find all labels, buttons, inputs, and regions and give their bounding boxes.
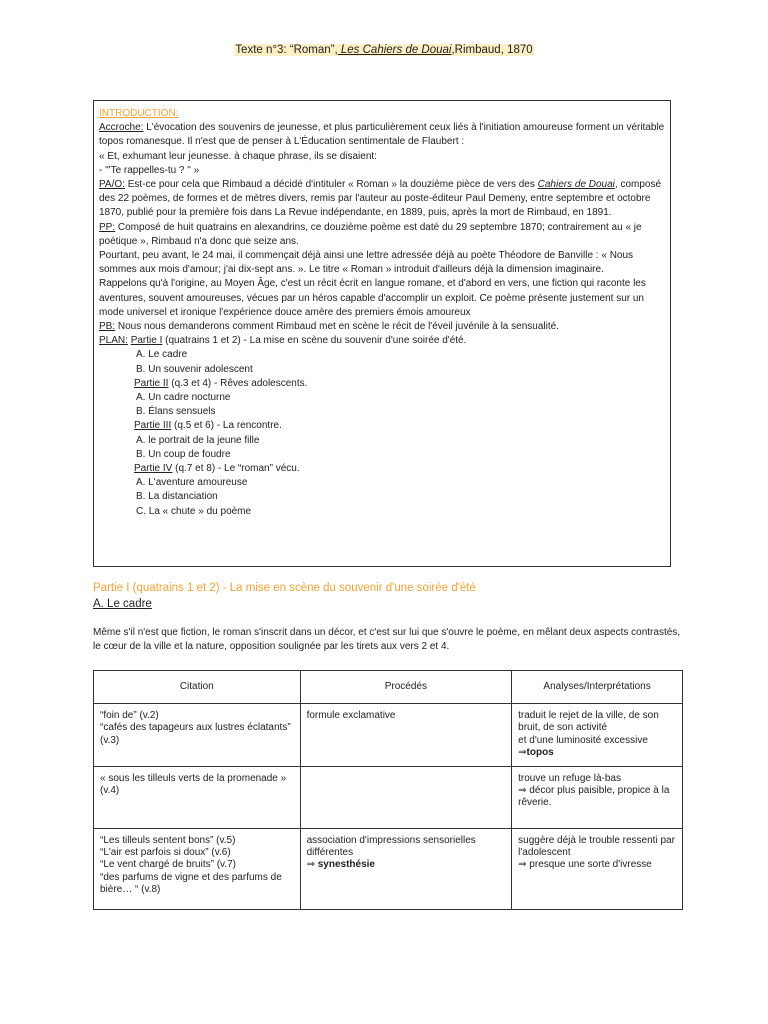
rappelons-paragraph: Rappelons qu'à l'origine, au Moyen Âge, c'est un récit écrit en langue romane, et d'abord en vers, une fiction qui raconte les aventures, souvent amoureuses, vécues par un héros capable d'accomplir un exploit. Ce poème présente justement sur un mode universel et ironique l'expérience douce amère des premiers émois amoureux — [99, 278, 646, 318]
plan-item: A. le portrait de la jeune fille — [136, 434, 260, 446]
part-label: Partie II — [134, 377, 169, 389]
plan-item: B. Un souvenir adolescent — [136, 363, 253, 375]
analyse-cell: trouve un refuge là-bas ⇒ décor plus paisible, propice à la rêverie. — [512, 766, 683, 828]
table-row — [94, 828, 683, 909]
part-label: Partie III — [134, 420, 172, 432]
table-row — [94, 766, 683, 828]
accroche-paragraph: Accroche: L'évocation des souvenirs de jeunesse, et plus particulièrement ceux liés à l'initiation amoureuse forment un véritable topos romanesque. Il n'est que de penser à L'Éducation sentimentale de Flaubert : — [99, 122, 665, 148]
quote-line-2: - "'Te rappelles-tu ? " » — [99, 164, 200, 176]
pp-label: PP: — [99, 221, 116, 233]
citation-cell: « sous les tilleuls verts de la promenade » (v.4) — [94, 766, 301, 828]
plan-part-3: Partie III (q.5 et 6) - La rencontre. — [134, 420, 282, 432]
plan-item: B. Élans sensuels — [136, 406, 216, 418]
section-paragraph: Même s'il n'est que fiction, le roman s'inscrit dans un décor, et c'est sur lui que s'ouvre le poème, en mêlant deux aspects contrastés, le cœur de la ville et la nature, opposition soulignée par les tirets aux vers 2 et 4. — [93, 627, 681, 652]
table-row — [94, 704, 683, 767]
part-label: Partie I — [130, 335, 163, 347]
analyse-cell: suggère déjà le trouble ressenti par l'adolescent ⇒ presque une sorte d'ivresse — [512, 828, 683, 909]
plan-item: A. Un cadre nocturne — [136, 392, 231, 404]
table-header-row — [94, 671, 683, 704]
title-work: Les Cahiers de Douai — [337, 44, 452, 56]
arrow-icon: ⇒ — [518, 747, 527, 759]
header-procedes: Procédés — [300, 671, 512, 704]
section-title: Partie I (quatrains 1 et 2) - La mise en scène du souvenir d'une soirée d'été — [93, 582, 476, 594]
part-label: Partie IV — [134, 463, 173, 475]
header-analyses: Analyses/Interprétations — [512, 671, 683, 704]
section-subtitle: A. Le cadre — [93, 598, 152, 610]
arrow-icon: ⇒ — [306, 859, 318, 871]
pp-paragraph: PP: Composé de huit quatrains en alexandrins, ce douzième poème est daté du 29 septembre 1870; contrairement au « je poétique », Rimbaud n'a donc que seize ans. — [99, 221, 642, 247]
introduction-box — [93, 100, 671, 567]
plan-item: B. La distanciation — [136, 491, 218, 503]
plan-item: A. Le cadre — [136, 349, 188, 361]
pao-work: Cahiers de Douai — [537, 179, 615, 191]
pb-label: PB: — [99, 321, 116, 333]
title-highlight: Texte n°3: “Roman”, Les Cahiers de Douai,Rimbaud, 1870 — [235, 44, 533, 56]
citation-cell: “Les tilleuls sentent bons” (v.5) “L'air est parfois si doux” (v.6) “Le vent chargé de bruits” (v.7) “des parfums de vigne et des parfums de bière… “ (v.8) — [94, 828, 301, 909]
procedes-cell — [300, 766, 512, 828]
plan-part-4: Partie IV (q.7 et 8) - Le “roman” vécu. — [134, 463, 300, 475]
procedes-cell: formule exclamative — [300, 704, 512, 767]
citation-cell: “foin de” (v.2) “cafés des tapageurs aux lustres éclatants” (v.3) — [94, 704, 301, 767]
quote-line-1: « Et, exhumant leur jeunesse. à chaque phrase, ils se disaient: — [99, 150, 377, 162]
pb-paragraph: PB: Nous nous demanderons comment Rimbaud met en scène le récit de l'éveil juvénile à la sensualité. — [99, 321, 559, 333]
analysis-table — [93, 670, 683, 910]
header-citation: Citation — [94, 671, 301, 704]
accroche-label: Accroche: — [99, 122, 144, 134]
document-title — [0, 42, 768, 58]
plan-item: B. Un coup de foudre — [136, 448, 231, 460]
plan-part-2: Partie II (q.3 et 4) - Rêves adolescents. — [134, 377, 308, 389]
plan-item: A. L'aventure amoureuse — [136, 477, 248, 489]
plan-label: PLAN: — [99, 335, 128, 347]
plan-part-1: PLAN: Partie I (quatrains 1 et 2) - La mise en scène du souvenir d'une soirée d'été. — [99, 335, 467, 347]
pourtant-paragraph: Pourtant, peu avant, le 24 mai, il commençait déjà ainsi une lettre adressée déjà au poète Théodore de Banville : « Nous sommes aux mois d'amour; j'ai dix-sept ans. ». Le titre « Roman » introduit d'ailleurs déjà la dimension imaginaire. — [99, 250, 634, 276]
plan-item: C. La « chute » du poème — [136, 505, 252, 517]
pao-label: PA/O: — [99, 179, 125, 191]
pao-paragraph: PA/O: Est-ce pour cela que Rimbaud a décidé d'intituler « Roman » la douzième pièce de vers des Cahiers de Douai, composé des 22 poèmes, de formes et de mètres divers, remis par l'auteur au poste-éditeur Paul Demeny, entre septembre et octobre 1870, publié pour la première fois dans La Revue indépendante, en 1889, puis, après la mort de Rimbaud, en 1891. — [99, 179, 662, 219]
introduction-heading: INTRODUCTION: — [99, 108, 179, 119]
analyse-cell: traduit le rejet de la ville, de son bruit, de son activité et d'une luminosité excessive ⇒topos — [512, 704, 683, 767]
procedes-cell: association d'impressions sensorielles différentes ⇒ synesthésie — [300, 828, 512, 909]
